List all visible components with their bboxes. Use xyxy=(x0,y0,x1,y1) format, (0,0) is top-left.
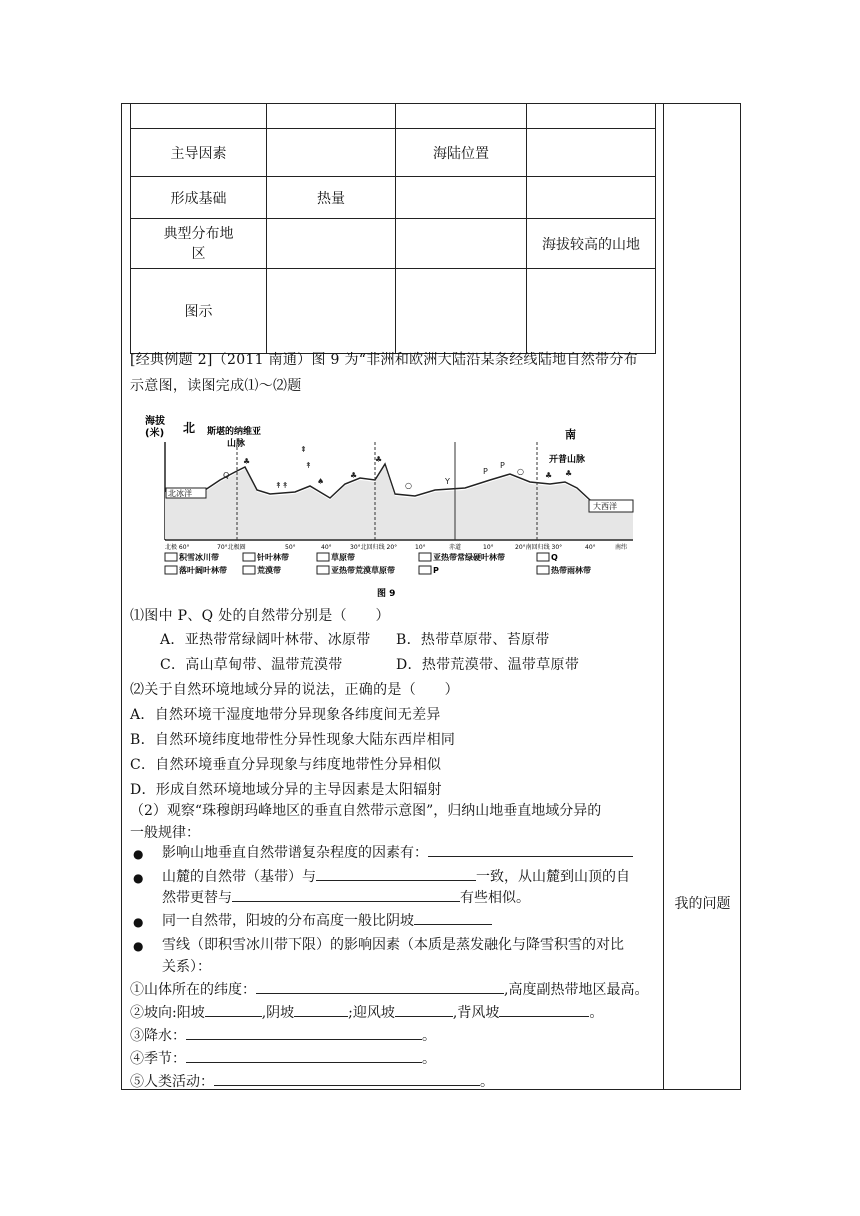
rule-3: 同一自然带，阳坡的分布高度一般比阴坡 xyxy=(162,909,492,933)
table-row: 典型分布地区 海拔较高的山地 xyxy=(131,219,656,269)
svg-text:南纬: 南纬 xyxy=(615,544,628,551)
q2-option-b: B．自然环境纬度地带性分异性现象大陆东西岸相同 xyxy=(130,732,456,748)
mountain-right-label: 开普山脉 xyxy=(549,455,586,465)
svg-text:P: P xyxy=(483,467,488,476)
svg-text:⇞: ⇞ xyxy=(300,445,307,454)
mountain-left-label: 斯堪的纳维亚 xyxy=(207,427,262,437)
q2-option-a: A．自然环境干湿度地带分异现象各纬度间无差异 xyxy=(130,707,441,723)
svg-text:♣: ♣ xyxy=(243,457,251,466)
svg-text:50°: 50° xyxy=(285,544,296,551)
q1-option-c: C．高山草甸带、温带荒漠带 xyxy=(160,657,343,673)
svg-text:草原带: 草原带 xyxy=(331,553,355,562)
svg-text:北冰洋: 北冰洋 xyxy=(168,489,192,498)
figure-ylabel: 海拔 xyxy=(145,416,165,427)
observation-line1: （2）观察“珠穆朗玛峰地区的垂直自然带示意图”，归纳山地垂直地域分异的 xyxy=(130,803,602,819)
svg-text:Q: Q xyxy=(223,471,230,480)
answer-blank[interactable] xyxy=(186,1025,422,1040)
svg-text:↟: ↟ xyxy=(305,461,312,470)
answer-blank[interactable] xyxy=(256,979,504,994)
bullet-icon: ● xyxy=(133,871,144,885)
terrain-fill xyxy=(165,466,633,539)
side-label: 我的问题 xyxy=(674,896,731,912)
svg-text:亚热带常绿硬叶林带: 亚热带常绿硬叶林带 xyxy=(433,553,505,562)
svg-text:○: ○ xyxy=(405,481,412,490)
svg-text:40°: 40° xyxy=(321,544,332,551)
svg-text:10°: 10° xyxy=(415,544,426,551)
table-row xyxy=(131,269,656,354)
svg-text:10°: 10° xyxy=(483,544,494,551)
svg-text:亚热带荒漠草原带: 亚热带荒漠草原带 xyxy=(331,566,395,575)
q2-stem: ⑵关于自然环境地域分异的说法，正确的是（ ） xyxy=(130,682,459,698)
q1-stem: ⑴图中 P、Q 处的自然带分别是（ ） xyxy=(130,608,390,624)
example-heading-line1: [经典例题 2]（2011 南通）图 9 为“非洲和欧洲大陆沿某条经线陆地自然带分布 xyxy=(130,352,638,368)
svg-text:Q: Q xyxy=(551,553,558,562)
comparison-table xyxy=(130,103,656,354)
svg-text:30°北回归线 20°: 30°北回归线 20° xyxy=(350,544,398,551)
answer-blank[interactable] xyxy=(214,1071,480,1086)
answer-blank[interactable] xyxy=(499,1002,589,1017)
factor-1: ①山体所在的纬度： ,高度副热带地区最高。 xyxy=(130,978,648,1002)
figure-9 xyxy=(145,412,645,602)
factor-4: ④季节： 。 xyxy=(130,1047,436,1071)
south-label: 南 xyxy=(565,428,576,441)
q1-option-b: B．热带草原带、苔原带 xyxy=(396,632,550,648)
svg-text:Y: Y xyxy=(445,477,450,486)
tick-labels xyxy=(165,543,627,551)
svg-text:大西洋: 大西洋 xyxy=(593,502,617,511)
answer-blank[interactable] xyxy=(232,887,460,902)
svg-text:♣: ♣ xyxy=(545,471,553,480)
q2-option-c: C．自然环境垂直分异现象与纬度地带性分异相似 xyxy=(130,757,442,773)
factor-3: ③降水： 。 xyxy=(130,1024,436,1048)
svg-text:♣: ♣ xyxy=(350,471,358,480)
svg-text:40°: 40° xyxy=(585,544,596,551)
svg-text:山脉: 山脉 xyxy=(227,439,246,449)
table-row: 主导因素 海陆位置 xyxy=(131,129,656,177)
q1-option-d: D．热带荒漠带、温带草原带 xyxy=(396,657,580,673)
legend xyxy=(165,552,591,575)
rule-2: 山麓的自然带（基带）与 一致，从山麓到山顶的自 xyxy=(162,865,630,889)
svg-text:70°北极圈: 70°北极圈 xyxy=(217,544,246,551)
answer-blank[interactable] xyxy=(205,1002,262,1017)
factor-2: ②坡向:阳坡 ,阴坡 ;迎风坡 ,背风坡 。 xyxy=(130,1001,603,1025)
factor-5: ⑤人类活动： 。 xyxy=(130,1070,494,1094)
example-heading-line2: 示意图，读图完成⑴～⑵题 xyxy=(130,378,302,394)
north-label: 北 xyxy=(183,421,196,435)
q1-option-a: A．亚热带常绿阔叶林带、冰原带 xyxy=(160,632,371,648)
side-column-divider xyxy=(663,103,664,1090)
svg-text:积雪冰川带: 积雪冰川带 xyxy=(179,553,219,562)
svg-text:针叶林带: 针叶林带 xyxy=(257,553,289,562)
bullet-icon: ● xyxy=(133,915,144,929)
rule-2-cont: 然带更替与 有些相似。 xyxy=(162,886,530,910)
svg-text:♠: ♠ xyxy=(317,477,325,486)
svg-text:热带雨林带: 热带雨林带 xyxy=(551,566,591,575)
row-label: 图示 xyxy=(131,269,267,354)
svg-text:荒漠带: 荒漠带 xyxy=(257,566,281,575)
row-label: 典型分布地区 xyxy=(131,219,267,269)
svg-text:北极 60°: 北极 60° xyxy=(165,544,190,551)
svg-text:(米): (米) xyxy=(145,428,165,439)
svg-text:落叶阔叶林带: 落叶阔叶林带 xyxy=(179,566,227,575)
bullet-icon: ● xyxy=(133,939,144,953)
svg-text:P: P xyxy=(500,461,505,470)
svg-text:赤道: 赤道 xyxy=(449,544,462,551)
answer-blank[interactable] xyxy=(395,1002,453,1017)
row-label: 形成基础 xyxy=(131,177,267,219)
answer-blank[interactable] xyxy=(414,910,492,925)
rule-1: 影响山地垂直自然带谱复杂程度的因素有： xyxy=(162,841,633,865)
answer-blank[interactable] xyxy=(186,1048,422,1063)
svg-text:↟↟: ↟↟ xyxy=(275,481,289,490)
answer-blank[interactable] xyxy=(428,842,633,857)
svg-text:♣: ♣ xyxy=(565,469,573,478)
answer-blank[interactable] xyxy=(294,1002,348,1017)
q2-option-d: D．形成自然环境地域分异的主导因素是太阳辐射 xyxy=(130,782,442,798)
bullet-icon: ● xyxy=(133,847,144,861)
table-row: 形成基础 热量 xyxy=(131,177,656,219)
svg-text:○: ○ xyxy=(517,467,524,476)
row-label: 主导因素 xyxy=(131,129,267,177)
rule-4: 雪线（即积雪冰川带下限）的影响因素（本质是蒸发融化与降雪积雪的对比 xyxy=(162,937,624,953)
svg-text:P: P xyxy=(433,566,439,575)
table-row xyxy=(131,104,656,129)
rule-4-cont: 关系）： xyxy=(162,959,211,975)
svg-text:♣: ♣ xyxy=(375,455,383,464)
observation-line2: 一般规律： xyxy=(130,825,200,841)
svg-text:20°南回归线 30°: 20°南回归线 30° xyxy=(515,544,563,551)
figure-caption: 图 9 xyxy=(377,589,396,599)
answer-blank[interactable] xyxy=(316,866,476,881)
